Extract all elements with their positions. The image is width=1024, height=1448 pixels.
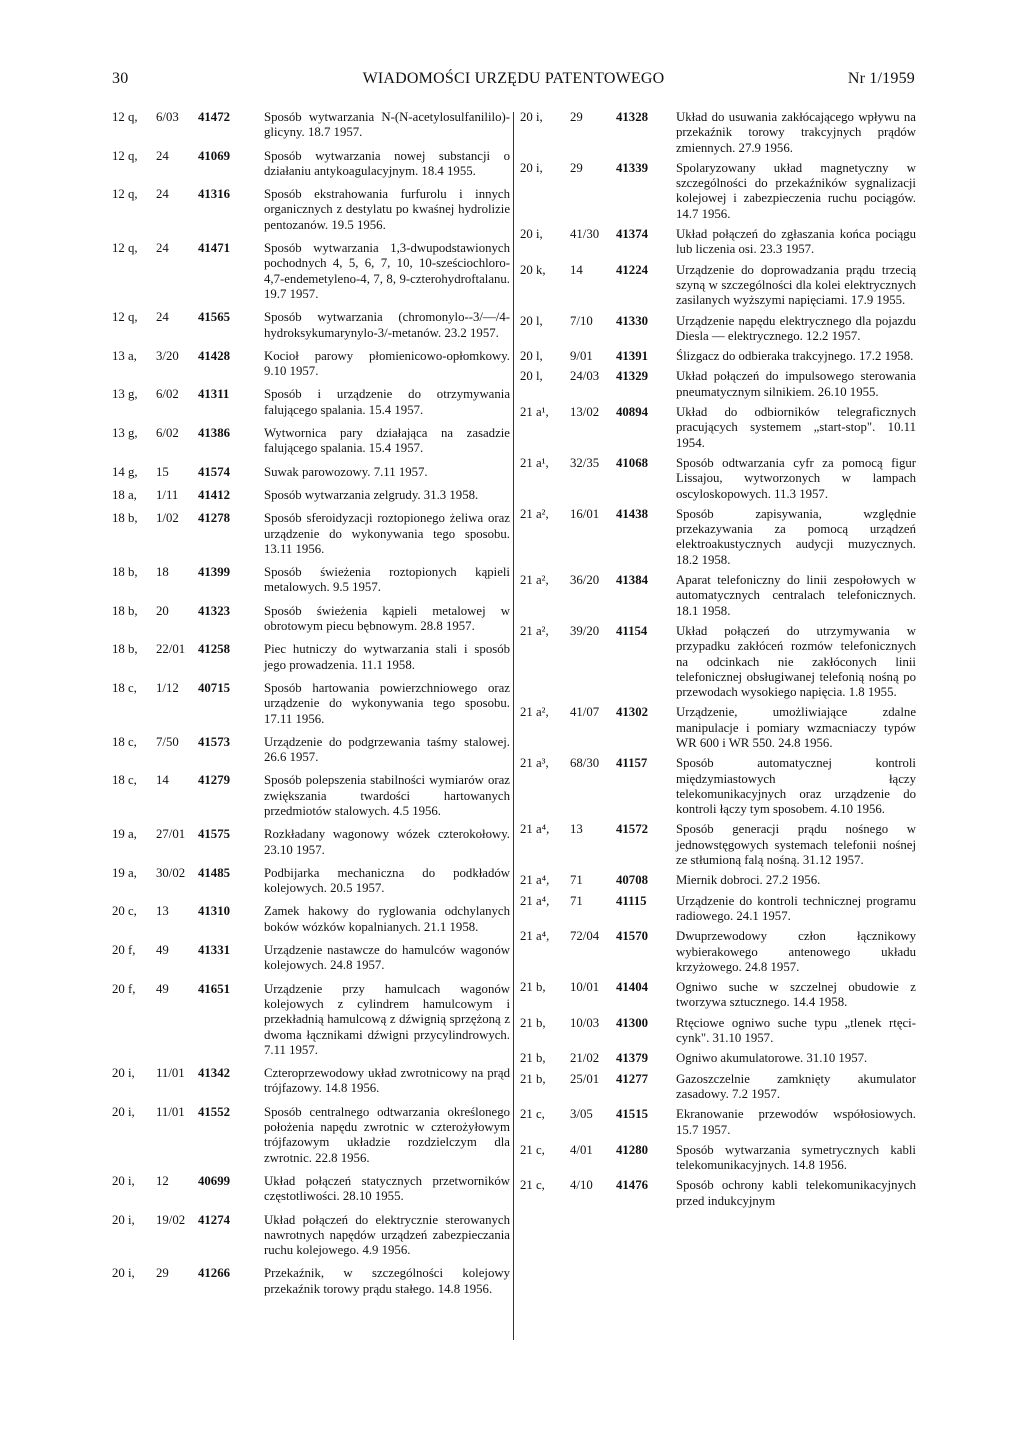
patent-description: Urządzenie przy hamulcach wagonów kolejowych z cylindrem hamulcowym i przekładnią hamulcową z dźwignią sprzężoną z dwoma łącznikami dźwigni przycylindrowych. 7.11 1957.	[264, 981, 510, 1057]
patent-subclass: 21/02	[570, 1051, 600, 1066]
patent-class: 20 l,	[520, 349, 543, 364]
patent-number: 41329	[616, 369, 648, 384]
patent-number: 41277	[616, 1071, 648, 1086]
patent-class: 18 b,	[112, 603, 138, 618]
patent-description: Sposób hartowania powierzchniowego oraz urządzenie do wykonywania tego sposobu. 17.11 1956.	[264, 680, 510, 726]
patent-entry	[112, 1213, 510, 1259]
patent-class: 21 a²,	[520, 623, 549, 638]
patent-number: 41570	[616, 929, 648, 944]
patent-description: Układ połączeń do utrzymywania w przypadku zakłóceń rozmów telefonicznych na odcinkach nie zakłóconych linii telefonicznej obsługiwanej telefonią nośną po przewodach wysokiego napięcia. 1.8 1955.	[676, 623, 916, 700]
patent-entry	[520, 929, 916, 975]
patent-class: 13 g,	[112, 426, 138, 441]
patent-entry	[520, 227, 916, 258]
patent-subclass: 71	[570, 873, 583, 888]
patent-class: 12 q,	[112, 148, 138, 163]
patent-subclass: 49	[156, 981, 169, 996]
patent-entry	[520, 756, 916, 817]
patent-class: 20 l,	[520, 313, 543, 328]
patent-subclass: 15	[156, 464, 169, 479]
patent-entry	[112, 773, 510, 819]
patent-class: 21 a⁴,	[520, 873, 550, 888]
patent-number: 41651	[198, 981, 230, 996]
patent-class: 20 k,	[520, 262, 546, 277]
patent-description: Wytwornica pary działająca na zasadzie falującego spalania. 15.4 1957.	[264, 426, 510, 456]
patent-number: 41339	[616, 160, 648, 175]
patent-class: 21 b,	[520, 980, 546, 995]
patent-entry	[520, 705, 916, 751]
patent-entry	[112, 387, 510, 418]
patent-subclass: 13	[570, 822, 583, 837]
column-divider	[513, 112, 514, 1340]
patent-subclass: 39/20	[570, 623, 600, 638]
patent-class: 19 a,	[112, 827, 137, 842]
patent-number: 40715	[198, 680, 230, 695]
patent-class: 13 g,	[112, 387, 138, 402]
patent-subclass: 36/20	[570, 573, 600, 588]
patent-description: Urządzenie do kontroli technicznej programu radiowego. 24.1 1957.	[676, 893, 916, 923]
patent-subclass: 18	[156, 565, 169, 580]
patent-subclass: 11/01	[156, 1066, 185, 1081]
patent-number: 41386	[198, 426, 230, 441]
patent-description: Sposób wytwarzania (chromonylo--3/—/4-hydroksykumarynylo-3/-metanów. 23.2 1957.	[264, 310, 510, 340]
patent-number: 41399	[198, 565, 230, 580]
patent-entry	[112, 943, 510, 974]
patent-subclass: 14	[156, 773, 169, 788]
patent-subclass: 14	[570, 262, 583, 277]
patent-number: 41328	[616, 110, 648, 124]
patent-entry	[112, 982, 510, 1058]
patent-entry	[520, 1178, 916, 1209]
patent-class: 18 c,	[112, 734, 137, 749]
patent-number: 41302	[616, 705, 648, 720]
patent-description: Urządzenie napędu elektrycznego dla pojazdu Diesla — elektrycznego. 12.2 1957.	[676, 313, 916, 343]
patent-description: Piec hutniczy do wytwarzania stali i sposób jego prowadzenia. 11.1 1958.	[264, 642, 510, 672]
patent-class: 21 a³,	[520, 756, 549, 771]
patent-description: Sposób świeżenia kąpieli metalowej w obrotowym piecu bębnowym. 28.8 1957.	[264, 603, 510, 634]
patent-description: Sposób centralnego odtwarzania określonego położenia napędu zwrotnic w czterożyłowym trójfazowym układzie rozdzielczym dla zwrotnic. 22.8 1956.	[264, 1104, 510, 1165]
patent-number: 41575	[198, 827, 230, 842]
patent-description: Układ połączeń do impulsowego sterowania pneumatycznym silnikiem. 26.10 1955.	[676, 369, 916, 399]
issue-number: Nr 1/1959	[847, 70, 915, 87]
patent-class: 12 q,	[112, 310, 138, 325]
patent-number: 41565	[198, 310, 230, 325]
patent-number: 41404	[616, 980, 648, 995]
patent-entry	[520, 263, 916, 309]
patent-class: 21 a²,	[520, 506, 549, 521]
patent-description: Sposób i urządzenie do otrzymywania falującego spalania. 15.4 1957.	[264, 387, 510, 417]
patent-description: Układ połączeń do elektrycznie sterowanych nawrotnych napędów urządzeń zabezpieczania ruchu kolejowego. 4.9 1956.	[264, 1212, 510, 1258]
patent-class: 21 b,	[520, 1071, 546, 1086]
patent-description: Sposób generacji prądu nośnego w jednowstęgowych systemach telefonii nośnej ze stłumioną falą nośną. 31.12 1957.	[676, 822, 916, 868]
page-number: 30	[112, 70, 129, 87]
patent-description: Sposób wytwarzania N-(N-acetylosulfanililo)-glicyny. 18.7 1957.	[264, 110, 510, 140]
patent-number: 41115	[616, 893, 647, 908]
patent-description: Sposób polepszenia stabilności wymiarów oraz zwiększania twardości hartowanych przedmiotów stalowych. 4.5 1956.	[264, 773, 510, 818]
patent-entry	[112, 1105, 510, 1166]
patent-entry	[520, 161, 916, 222]
patent-description: Sposób zapisywania, względnie przekazywania za pomocą urządzeń elektroakustycznych audycji muzycznych. 18.2 1958.	[676, 506, 916, 567]
patent-description: Sposób wytwarzania zelgrudy. 31.3 1958.	[264, 487, 479, 502]
patent-subclass: 25/01	[570, 1071, 600, 1086]
patent-entry	[112, 866, 510, 897]
patent-description: Układ do usuwania zakłócającego wpływu na przekaźnik torowy trakcyjnych prądów zmiennych. 27.9 1956.	[676, 110, 916, 155]
patent-subclass: 3/20	[156, 348, 179, 363]
patent-subclass: 22/01	[156, 642, 186, 657]
patent-number: 41300	[616, 1015, 648, 1030]
patent-entry	[520, 349, 916, 364]
patent-entry	[520, 822, 916, 868]
patent-entry	[112, 642, 510, 673]
patent-number: 41311	[198, 387, 230, 402]
patent-subclass: 72/04	[570, 929, 600, 944]
patent-class: 12 q,	[112, 187, 138, 202]
patent-class: 21 a⁴,	[520, 822, 550, 837]
patent-subclass: 10/01	[570, 980, 600, 995]
patent-description: Urządzenie do doprowadzania prądu trzecią szyną w szczególności dla kolei elektrycznych zasilanych wyższymi napięciami. 17.9 1955.	[676, 262, 916, 308]
patent-description: Ślizgacz do odbieraka trakcyjnego. 17.2 1958.	[676, 349, 914, 364]
patent-class: 18 b,	[112, 511, 138, 526]
patent-entry	[112, 681, 510, 727]
patent-description: Sposób sferoidyzacji roztopionego żeliwa oraz urządzenie do wykonywania tego sposobu. 13.11 1956.	[264, 511, 510, 556]
patent-class: 20 i,	[520, 160, 543, 175]
patent-class: 20 i,	[520, 227, 543, 242]
patent-subclass: 49	[156, 943, 169, 958]
patent-class: 21 a⁴,	[520, 893, 550, 908]
patent-description: Sposób wytwarzania symetrycznych kabli telekomunikacyjnych. 14.8 1956.	[676, 1142, 916, 1173]
patent-description: Sposób wytwarzania 1,3-dwupodstawionych pochodnych 4, 5, 6, 7, 10, 10-sześciochloro-4,7-endemetyleno-4, 7, 8, 9-czterohydroftalanu. 19.7 1957.	[264, 241, 510, 301]
patent-entry	[112, 827, 510, 858]
patent-subclass: 7/10	[570, 313, 593, 328]
patent-number: 40708	[616, 873, 648, 888]
patent-subclass: 29	[156, 1266, 169, 1281]
patent-description: Układ połączeń statycznych przetworników częstotliwości. 28.10 1955.	[264, 1173, 510, 1204]
patent-class: 18 a,	[112, 487, 137, 502]
patent-entry	[520, 405, 916, 451]
patent-entry	[520, 1016, 916, 1047]
patent-subclass: 1/12	[156, 680, 179, 695]
patent-subclass: 12	[156, 1173, 169, 1188]
patent-subclass: 24	[156, 148, 169, 163]
patent-number: 41374	[616, 227, 648, 242]
patent-number: 41274	[198, 1212, 230, 1227]
patent-entry	[112, 310, 510, 341]
patent-class: 21 a²,	[520, 705, 549, 720]
patent-entry	[520, 1143, 916, 1174]
patent-description: Sposób świeżenia roztopionych kąpieli metalowych. 9.5 1957.	[264, 565, 510, 595]
patent-subclass: 32/35	[570, 455, 600, 470]
patent-description: Ogniwo suche w szczelnej obudowie z tworzywa sztucznego. 14.4 1958.	[676, 980, 916, 1010]
patent-description: Zamek hakowy do ryglowania odchylanych boków wózków kopalnianych. 21.1 1958.	[264, 904, 510, 934]
patent-description: Sposób ekstrahowania furfurolu i innych organicznych z destylatu po kwaśnej hydrolizie pentozanów. 19.5 1956.	[264, 187, 510, 232]
patent-description: Urządzenie nastawcze do hamulców wagonów kolejowych. 24.8 1957.	[264, 943, 510, 973]
patent-subclass: 1/02	[156, 511, 179, 526]
patent-number: 41471	[198, 241, 230, 256]
patent-subclass: 3/05	[570, 1107, 593, 1122]
patent-number: 41279	[198, 773, 230, 788]
patent-entry	[520, 1072, 916, 1103]
patent-subclass: 13/02	[570, 405, 600, 420]
patent-number: 41310	[198, 904, 230, 919]
patent-class: 21 a¹,	[520, 405, 549, 420]
patent-number: 41572	[616, 822, 648, 837]
patent-class: 21 b,	[520, 1051, 546, 1066]
patent-entry	[520, 110, 916, 156]
patent-subclass: 24/03	[570, 369, 600, 384]
patent-subclass: 7/50	[156, 734, 179, 749]
patent-subclass: 10/03	[570, 1015, 600, 1030]
patent-subclass: 1/11	[156, 487, 179, 502]
patent-number: 41154	[616, 623, 648, 638]
patent-class: 18 c,	[112, 773, 137, 788]
patent-class: 12 q,	[112, 241, 138, 256]
patent-class: 20 f,	[112, 943, 136, 958]
patent-subclass: 24	[156, 187, 169, 202]
patent-number: 41280	[616, 1142, 648, 1157]
patent-class: 20 l,	[520, 369, 543, 384]
patent-number: 41069	[198, 148, 230, 163]
patent-class: 21 a²,	[520, 573, 549, 588]
patent-number: 40699	[198, 1173, 230, 1188]
patent-number: 41330	[616, 313, 648, 328]
patent-subclass: 6/02	[156, 426, 179, 441]
patent-class: 18 c,	[112, 680, 137, 695]
patent-entry	[520, 507, 916, 568]
patent-number: 41552	[198, 1104, 230, 1119]
patent-number: 40894	[616, 405, 648, 420]
patent-number: 41266	[198, 1266, 230, 1281]
patent-entry	[112, 1174, 510, 1205]
patent-subclass: 29	[570, 160, 583, 175]
patent-number: 41476	[616, 1178, 648, 1193]
patent-entry	[112, 241, 510, 302]
left-column	[112, 110, 510, 1297]
patent-subclass: 68/30	[570, 756, 600, 771]
patent-number: 41342	[198, 1066, 230, 1081]
patent-entry	[520, 894, 916, 925]
patent-subclass: 13	[156, 904, 169, 919]
patent-number: 41574	[198, 464, 230, 479]
patent-number: 41157	[616, 756, 648, 771]
patent-class: 14 g,	[112, 464, 138, 479]
patent-subclass: 24	[156, 241, 169, 256]
patent-description: Spolaryzowany układ magnetyczny w szczególności do przekaźników sygnalizacji kolejowej i zabezpieczenia ruchu pociągów. 14.7 1956.	[676, 160, 916, 221]
patent-subclass: 9/01	[570, 349, 593, 364]
patent-number: 41573	[198, 734, 230, 749]
patent-entry	[520, 369, 916, 400]
right-column	[520, 110, 916, 1209]
patent-entry	[112, 1266, 510, 1297]
patent-number: 41485	[198, 865, 230, 880]
patent-class: 19 a,	[112, 865, 137, 880]
patent-subclass: 24	[156, 310, 169, 325]
patent-description: Przekaźnik, w szczególności kolejowy przekaźnik torowy prądu stałego. 14.8 1956.	[264, 1266, 510, 1296]
patent-entry	[112, 187, 510, 233]
patent-entry	[112, 1066, 510, 1097]
patent-subclass: 4/01	[570, 1142, 593, 1157]
patent-description: Urządzenie do podgrzewania taśmy stalowej. 26.6 1957.	[264, 734, 510, 765]
patent-class: 13 a,	[112, 348, 137, 363]
patent-description: Czteroprzewodowy układ zwrotnicowy na prąd trójfazowy. 14.8 1956.	[264, 1066, 510, 1096]
patent-number: 41428	[198, 348, 230, 363]
patent-subclass: 19/02	[156, 1212, 186, 1227]
patent-subclass: 20	[156, 603, 169, 618]
patent-entry	[112, 565, 510, 596]
patent-subclass: 27/01	[156, 827, 186, 842]
patent-subclass: 16/01	[570, 506, 600, 521]
patent-number: 41224	[616, 262, 648, 277]
patent-number: 41391	[616, 349, 648, 364]
patent-entry	[112, 110, 510, 141]
patent-entry	[520, 314, 916, 345]
patent-number: 41515	[616, 1107, 648, 1122]
patent-entry	[112, 149, 510, 180]
patent-entry	[112, 735, 510, 766]
patent-subclass: 6/02	[156, 387, 179, 402]
patent-description: Ekranowanie przewodów współosiowych. 15.7 1957.	[676, 1107, 916, 1137]
patent-entry	[520, 456, 916, 502]
patent-number: 41278	[198, 511, 230, 526]
patent-number: 41316	[198, 187, 230, 202]
page-header	[112, 70, 915, 92]
patent-entry	[112, 426, 510, 457]
patent-description: Ogniwo akumulatorowe. 31.10 1957.	[676, 1051, 868, 1066]
patent-subclass: 29	[570, 110, 583, 124]
journal-title: WIADOMOŚCI URZĘDU PATENTOWEGO	[362, 70, 665, 87]
patent-number: 41438	[616, 506, 648, 521]
patent-subclass: 6/03	[156, 110, 179, 124]
patent-class: 20 i,	[112, 1104, 135, 1119]
patent-description: Sposób odtwarzania cyfr za pomocą figur Lissajou, wytworzonych w lampach oscyloskopowych. 11.3 1957.	[676, 455, 916, 501]
patent-description: Urządzenie, umożliwiające zdalne manipulacje i pomiary wzmacniaczy typów WR 600 i WR 550. 24.8 1956.	[676, 705, 916, 750]
patent-description: Suwak parowozowy. 7.11 1957.	[264, 464, 428, 479]
patent-description: Rozkładany wagonowy wózek czterokołowy. 23.10 1957.	[264, 827, 510, 857]
patent-entry	[112, 465, 510, 480]
patent-class: 21 c,	[520, 1178, 545, 1193]
patent-entry	[520, 573, 916, 619]
patent-entry	[520, 1051, 916, 1066]
patent-number: 41068	[616, 455, 648, 470]
patent-class: 20 i,	[112, 1066, 135, 1081]
patent-entry	[520, 624, 916, 700]
patent-subclass: 41/30	[570, 227, 600, 242]
patent-number: 41412	[198, 487, 230, 502]
patent-class: 18 b,	[112, 565, 138, 580]
patent-description: Sposób wytwarzania nowej substancji o działaniu antykoagulacyjnym. 18.4 1955.	[264, 148, 510, 178]
patent-class: 20 i,	[112, 1173, 135, 1188]
patent-class: 20 i,	[112, 1212, 135, 1227]
patent-description: Miernik dobroci. 27.2 1956.	[676, 873, 821, 888]
patent-description: Rtęciowe ogniwo suche typu „tlenek rtęci-cynk". 31.10 1957.	[676, 1015, 916, 1046]
patent-class: 21 b,	[520, 1015, 546, 1030]
patent-description: Układ do odbiorników telegraficznych pracujących systemem „start-stop". 10.11 1954.	[676, 405, 916, 450]
patent-entry	[112, 488, 510, 503]
patent-entry	[112, 604, 510, 635]
patent-class: 18 b,	[112, 642, 138, 657]
patent-description: Kocioł parowy płomienicowo-opłomkowy. 9.10 1957.	[264, 348, 510, 379]
patent-number: 41258	[198, 642, 230, 657]
patent-description: Sposób automatycznej kontroli międzymiastowych łączy telekomunikacyjnych oraz urządzenie do kontroli łączy tym sposobem. 4.10 1956.	[676, 756, 916, 817]
patent-class: 20 c,	[112, 904, 137, 919]
patent-subclass: 4/10	[570, 1178, 593, 1193]
patent-subclass: 11/01	[156, 1104, 185, 1119]
patent-entry	[112, 349, 510, 380]
patent-description: Układ połączeń do zgłaszania końca pociągu lub liczenia osi. 23.3 1957.	[676, 227, 916, 257]
patent-description: Dwuprzewodowy człon łącznikowy wybierakowego antenowego układu krzyżowego. 24.8 1957.	[676, 929, 916, 974]
patent-subclass: 71	[570, 893, 583, 908]
patent-entry	[112, 511, 510, 557]
patent-description: Podbijarka mechaniczna do podkładów kolejowych. 20.5 1957.	[264, 865, 510, 896]
patent-description: Aparat telefoniczny do linii zespołowych w automatycznych centralach telefonicznych. 18.1 1958.	[676, 573, 916, 618]
patent-entry	[520, 980, 916, 1011]
patent-description: Sposób ochrony kabli telekomunikacyjnych przed indukcyjnym	[676, 1178, 916, 1208]
patent-class: 12 q,	[112, 110, 138, 124]
patent-class: 20 f,	[112, 981, 136, 996]
patent-number: 41323	[198, 603, 230, 618]
patent-class: 20 i,	[112, 1266, 135, 1281]
patent-entry	[112, 904, 510, 935]
patent-subclass: 30/02	[156, 865, 186, 880]
patent-number: 41331	[198, 943, 230, 958]
patent-number: 41472	[198, 110, 230, 124]
patent-class: 21 a¹,	[520, 455, 549, 470]
patent-number: 41384	[616, 573, 648, 588]
patent-class: 21 a⁴,	[520, 929, 550, 944]
patent-entry	[520, 1107, 916, 1138]
patent-entry	[520, 873, 916, 888]
patent-class: 20 i,	[520, 110, 543, 124]
patent-subclass: 41/07	[570, 705, 600, 720]
patent-class: 21 c,	[520, 1142, 545, 1157]
patent-class: 21 c,	[520, 1107, 545, 1122]
patent-number: 41379	[616, 1051, 648, 1066]
patent-description: Gazoszczelnie zamknięty akumulator zasadowy. 7.2 1957.	[676, 1071, 916, 1101]
